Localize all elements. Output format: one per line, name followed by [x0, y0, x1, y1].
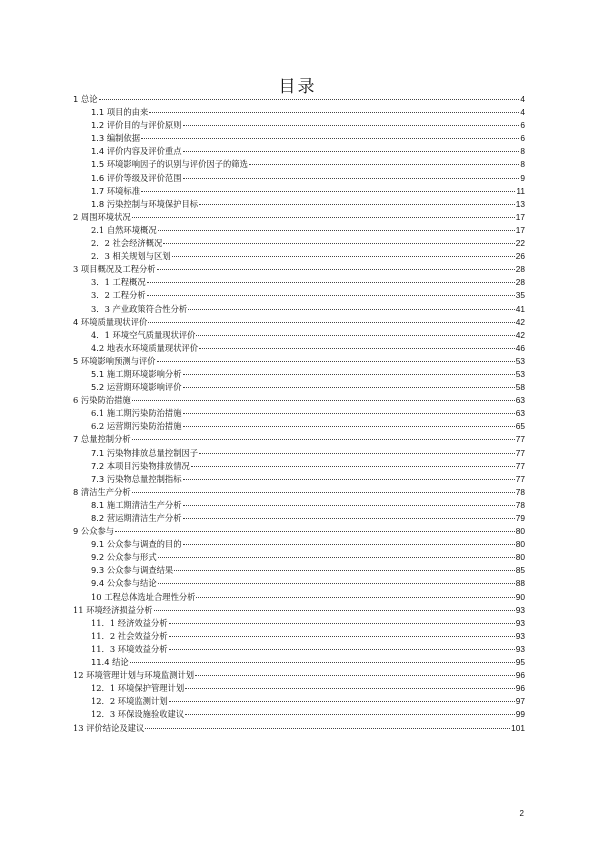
toc-entry[interactable]	[73, 499, 525, 512]
toc-entry[interactable]	[73, 368, 525, 381]
toc-dot-leader	[157, 360, 515, 362]
toc-dot-leader	[147, 294, 515, 296]
toc-dot-leader	[183, 373, 515, 375]
toc-entry-label: 4．1 环境空气质量现状评价	[91, 329, 196, 340]
toc-entry-label: 11.4 结论	[91, 657, 129, 668]
toc-dot-leader	[172, 255, 515, 257]
toc-entry-page: 4	[520, 94, 525, 104]
toc-dot-leader	[158, 556, 515, 558]
toc-dot-leader	[158, 229, 515, 231]
toc-entry-page: 88	[515, 578, 525, 589]
toc-entry-page: 13	[515, 198, 525, 209]
toc-entry-label: 11 环境经济损益分析	[73, 604, 153, 615]
toc-entry[interactable]	[73, 145, 525, 158]
toc-entry[interactable]	[73, 551, 525, 564]
toc-entry-page: 78	[515, 486, 525, 497]
toc-entry-page: 42	[515, 329, 525, 340]
toc-entry[interactable]	[73, 630, 525, 643]
toc-entry[interactable]	[73, 447, 525, 460]
toc-dot-leader	[174, 569, 515, 571]
toc-entry[interactable]	[73, 525, 525, 538]
toc-entry-label: 8 清洁生产分析	[73, 486, 131, 497]
toc-entry-page: 63	[515, 408, 525, 419]
toc-entry-label: 1 总论	[73, 94, 98, 104]
toc-dot-leader	[199, 452, 515, 454]
toc-entry-label: 10 工程总体选址合理性分析	[91, 591, 196, 602]
toc-entry-label: 1.2 评价目的与评价原则	[91, 120, 182, 131]
toc-entry-label: 11．2 社会效益分析	[91, 630, 168, 641]
toc-entry[interactable]	[73, 564, 525, 577]
toc-entry-page: 42	[515, 316, 525, 327]
toc-entry-page: 93	[515, 630, 525, 641]
toc-entry[interactable]	[73, 695, 525, 708]
toc-dot-leader	[183, 517, 515, 519]
toc-entry[interactable]	[73, 433, 525, 446]
toc-dot-leader	[148, 321, 514, 323]
toc-entry-page: 17	[515, 224, 525, 235]
toc-dot-leader	[183, 177, 520, 179]
toc-entry[interactable]	[73, 512, 525, 525]
toc-entry-label: 4 环境质量现状评价	[73, 316, 148, 327]
toc-entry[interactable]	[73, 617, 525, 630]
toc-entry-page: 35	[515, 290, 525, 301]
toc-dot-leader	[169, 700, 515, 702]
toc-entry-page: 46	[515, 342, 525, 353]
toc-entry-label: 1.7 环境标准	[91, 185, 141, 196]
toc-entry[interactable]	[73, 198, 525, 211]
toc-entry-label: 5.1 施工期环境影响分析	[91, 368, 182, 379]
toc-dot-leader	[147, 281, 515, 283]
toc-entry-label: 4.2 地表水环境质量现状评价	[91, 342, 199, 353]
toc-entry-label: 1.4 评价内容及评价重点	[91, 146, 182, 157]
toc-entry-label: 2.1 自然环境概况	[91, 224, 157, 235]
toc-entry[interactable]	[73, 722, 525, 735]
toc-entry[interactable]	[73, 473, 525, 486]
toc-entry-page: 28	[515, 277, 525, 288]
toc-entry-label: 13 评价结论及建议	[73, 722, 145, 733]
toc-entry-label: 12．2 环境监测计划	[91, 696, 168, 707]
toc-dot-leader	[196, 334, 514, 336]
toc-entry-label: 2．3 相关规划与区划	[91, 251, 171, 262]
toc-entry-label: 1.1 项目的由来	[91, 107, 149, 118]
toc-dot-leader	[149, 111, 519, 113]
toc-entry[interactable]	[73, 316, 525, 329]
toc-dot-leader	[132, 491, 515, 493]
toc-dot-leader	[132, 399, 515, 401]
toc-entry[interactable]	[73, 237, 525, 250]
toc-entry[interactable]	[73, 394, 525, 407]
toc-entry-page: 9	[520, 172, 525, 183]
toc-dot-leader	[185, 687, 515, 689]
toc-dot-leader	[183, 386, 515, 388]
toc-entry-page: 101	[511, 722, 525, 733]
toc-entry-page: 96	[515, 670, 525, 681]
toc-entry-page: 78	[515, 499, 525, 510]
toc-entry-page: 93	[515, 604, 525, 615]
toc-entry[interactable]	[73, 172, 525, 185]
toc-entry[interactable]	[73, 119, 525, 132]
toc-entry-label: 7 总量控制分析	[73, 434, 131, 445]
toc-dot-leader	[169, 635, 515, 637]
toc-entry-label: 1.3 编制依据	[91, 133, 141, 144]
toc-dot-leader	[188, 308, 515, 310]
toc-entry-page: 77	[515, 447, 525, 458]
toc-entry[interactable]	[73, 643, 525, 656]
toc-entry-page: 53	[515, 368, 525, 379]
toc-entry-label: 9 公众参与	[73, 526, 115, 537]
toc-entry-page: 80	[515, 526, 525, 537]
toc-entry-page: 41	[515, 303, 525, 314]
toc-entry-label: 8.2 营运期清洁生产分析	[91, 513, 182, 523]
toc-entry[interactable]	[73, 669, 525, 682]
toc-entry-label: 3．2 工程分析	[91, 290, 146, 301]
toc-entry-label: 2．2 社会经济概况	[91, 238, 163, 249]
toc-entry-page: 77	[515, 434, 525, 445]
toc-entry[interactable]	[73, 420, 525, 433]
toc-entry-label: 2 周围环境状况	[73, 211, 131, 222]
toc-entry[interactable]	[73, 132, 525, 145]
toc-entry-label: 6 污染防治措施	[73, 395, 131, 406]
toc-entry-label: 9.1 公众参与调查的目的	[91, 539, 182, 550]
toc-entry[interactable]	[73, 276, 525, 289]
toc-entry-label: 3 项目概况及工程分析	[73, 264, 156, 275]
toc-entry[interactable]	[73, 250, 525, 263]
toc-entry-page: 85	[515, 565, 525, 576]
toc-dot-leader	[141, 137, 519, 139]
toc-entry-page: 8	[520, 146, 525, 157]
toc-entry[interactable]	[73, 656, 525, 669]
toc-entry-page: 99	[515, 709, 525, 720]
toc-dot-leader	[249, 163, 519, 165]
toc-entry[interactable]	[73, 460, 525, 473]
toc-entry-label: 9.2 公众参与形式	[91, 552, 157, 563]
toc-entry-page: 26	[515, 251, 525, 262]
toc-entry[interactable]	[73, 577, 525, 590]
toc-dot-leader	[191, 465, 515, 467]
toc-entry-page: 4	[520, 107, 525, 118]
toc-dot-leader	[183, 478, 515, 480]
toc-entry-label: 7.3 污染物总量控制指标	[91, 473, 182, 484]
toc-entry-label: 1.8 污染控制与环境保护目标	[91, 198, 199, 209]
toc-entry[interactable]	[73, 538, 525, 551]
toc-dot-leader	[199, 203, 515, 205]
toc-entry-label: 3．3 产业政策符合性分析	[91, 303, 188, 314]
toc-entry[interactable]	[73, 342, 525, 355]
toc-dot-leader	[132, 438, 515, 440]
toc-entry-label: 12．3 环保设施验收建议	[91, 709, 185, 720]
toc-entry-label: 1.5 环境影响因子的识别与评价因子的筛选	[91, 159, 248, 170]
toc-entry[interactable]	[73, 381, 525, 394]
toc-entry-page: 53	[515, 355, 525, 366]
toc-dot-leader	[99, 98, 520, 100]
toc-entry-page: 28	[515, 264, 525, 275]
toc-entry-label: 5.2 运营期环境影响评价	[91, 382, 182, 393]
toc-dot-leader	[183, 504, 515, 506]
toc-entry[interactable]	[73, 682, 525, 695]
toc-entry-page: 80	[515, 552, 525, 563]
toc-entry[interactable]	[73, 303, 525, 316]
toc-entry-page: 77	[515, 460, 525, 471]
toc-entry[interactable]	[73, 329, 525, 342]
toc-entry-page: 63	[515, 395, 525, 406]
toc-entry-label: 7.1 污染物排放总量控制因子	[91, 447, 199, 458]
toc-entry-page: 17	[515, 211, 525, 222]
toc-entry[interactable]	[73, 355, 525, 368]
toc-entry-label: 7.2 本项目污染物排放情况	[91, 460, 190, 471]
toc-entry[interactable]	[73, 289, 525, 302]
toc-entry-page: 97	[515, 696, 525, 707]
toc-entry-label: 11．3 环境效益分析	[91, 643, 168, 654]
toc-entry[interactable]	[73, 407, 525, 420]
toc-dot-leader	[183, 150, 520, 152]
toc-entry-label: 12．1 环境保护管理计划	[91, 683, 185, 694]
toc-entry-page: 93	[515, 617, 525, 628]
toc-dot-leader	[196, 596, 514, 598]
toc-dot-leader	[199, 347, 515, 349]
toc-entry[interactable]	[73, 486, 525, 499]
toc-entry-page: 96	[515, 683, 525, 694]
toc-entry[interactable]	[73, 106, 525, 119]
toc-entry[interactable]	[73, 708, 525, 721]
toc-dot-leader	[154, 609, 515, 611]
toc-entry-page: 58	[515, 382, 525, 393]
toc-entry-page: 79	[515, 513, 525, 523]
toc-entry-label: 9.4 公众参与结论	[91, 578, 157, 589]
toc-dot-leader	[157, 268, 515, 270]
toc-entry-page: 6	[520, 120, 525, 131]
toc-entry-label: 8.1 施工期清洁生产分析	[91, 499, 182, 510]
table-of-contents	[73, 93, 525, 735]
toc-entry-page: 93	[515, 643, 525, 654]
toc-entry-page: 11	[516, 185, 525, 196]
toc-entry-label: 5 环境影响预测与评价	[73, 355, 156, 366]
toc-entry-label: 12 环境管理计划与环境监测计划	[73, 670, 195, 681]
toc-entry-label: 1.6 评价等级及评价范围	[91, 172, 182, 183]
toc-dot-leader	[132, 216, 515, 218]
toc-entry-label: 9.3 公众参与调查结果	[91, 565, 174, 576]
toc-entry[interactable]	[73, 604, 525, 617]
toc-dot-leader	[183, 412, 515, 414]
toc-entry-page: 22	[515, 238, 525, 249]
toc-dot-leader	[169, 622, 515, 624]
toc-dot-leader	[145, 727, 510, 729]
toc-entry-label: 6.1 施工期污染防治措施	[91, 408, 182, 419]
page-number: 2	[519, 809, 524, 818]
toc-entry-label: 11．1 经济效益分析	[91, 617, 168, 628]
page-title: 目录	[278, 77, 317, 97]
toc-entry[interactable]	[73, 263, 525, 276]
toc-dot-leader	[183, 124, 520, 126]
toc-entry-page: 6	[520, 133, 525, 144]
toc-entry[interactable]	[73, 211, 525, 224]
toc-dot-leader	[195, 674, 515, 676]
toc-dot-leader	[183, 425, 515, 427]
toc-entry-page: 80	[515, 539, 525, 550]
toc-entry-page: 95	[515, 657, 525, 668]
toc-entry[interactable]	[73, 224, 525, 237]
toc-dot-leader	[141, 190, 515, 192]
toc-entry-page: 8	[520, 159, 525, 170]
toc-dot-leader	[163, 242, 514, 244]
toc-entry-page: 65	[515, 421, 525, 432]
toc-entry-page: 77	[515, 473, 525, 484]
toc-entry[interactable]	[73, 185, 525, 198]
toc-dot-leader	[130, 661, 515, 663]
toc-dot-leader	[183, 543, 515, 545]
toc-dot-leader	[115, 530, 515, 532]
toc-entry[interactable]	[73, 158, 525, 171]
toc-dot-leader	[169, 648, 515, 650]
toc-entry[interactable]	[73, 93, 525, 106]
toc-entry-label: 3．1 工程概况	[91, 277, 146, 288]
toc-entry-page: 90	[515, 591, 525, 602]
toc-entry-label: 6.2 运营期污染防治措施	[91, 421, 182, 432]
toc-dot-leader	[158, 582, 515, 584]
toc-entry[interactable]	[73, 591, 525, 604]
toc-dot-leader	[185, 713, 515, 715]
